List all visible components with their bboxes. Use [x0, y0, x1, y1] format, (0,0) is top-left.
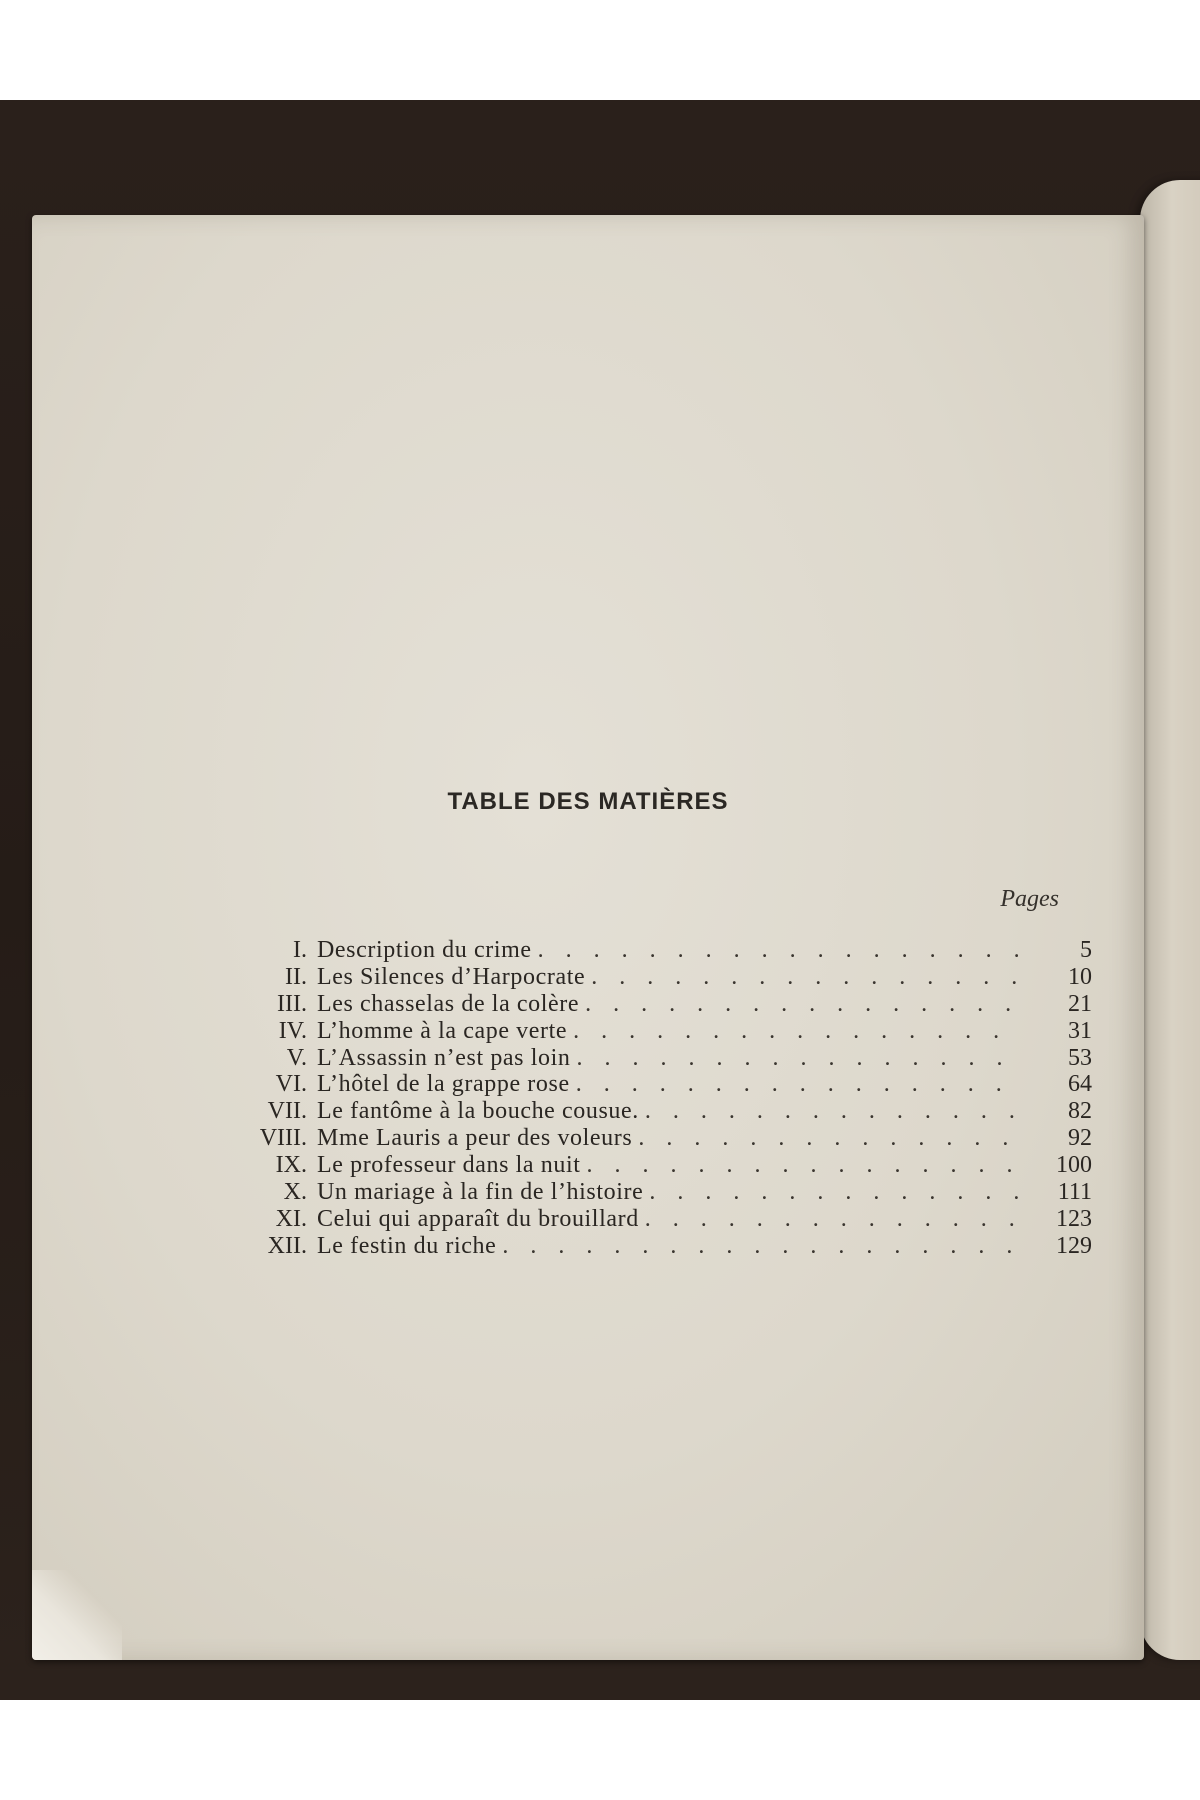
next-page-edge [1140, 180, 1200, 1660]
chapter-numeral: VII. [267, 1098, 307, 1125]
dot-leader [639, 1098, 1022, 1125]
chapter-page-number: 31 [1068, 1017, 1092, 1044]
dot-leader [532, 937, 1022, 964]
chapter-numeral: III. [277, 990, 307, 1017]
chapter-title: Le fantôme à la bouche cousue. [317, 1098, 639, 1125]
dot-leader [639, 1206, 1022, 1233]
chapter-numeral: VI. [275, 1071, 307, 1098]
toc-entry [207, 1179, 1092, 1206]
dot-leader [496, 1233, 1022, 1260]
dot-leader [585, 964, 1022, 991]
chapter-title: Description du crime [317, 937, 532, 963]
chapter-page-number: 100 [1056, 1152, 1092, 1179]
chapter-page-number: 64 [1068, 1071, 1092, 1098]
dot-leader [581, 1152, 1022, 1179]
pages-column-label: Pages [1000, 886, 1059, 912]
toc-entry [207, 1206, 1092, 1233]
toc-entry [207, 1018, 1092, 1045]
chapter-numeral: XI. [275, 1205, 307, 1232]
chapter-page-number: 21 [1068, 990, 1092, 1017]
chapter-title: L’hôtel de la grappe rose [317, 1071, 570, 1098]
chapter-page-number: 53 [1068, 1044, 1092, 1071]
chapter-page-number: 111 [1057, 1179, 1092, 1206]
chapter-numeral: IX. [275, 1152, 307, 1179]
book-page [32, 215, 1144, 1660]
chapter-numeral: II. [285, 963, 307, 990]
worn-corner [32, 1570, 122, 1660]
chapter-title: Mme Lauris a peur des voleurs [317, 1125, 633, 1152]
chapter-page-number: 5 [1080, 937, 1092, 963]
chapter-page-number: 123 [1056, 1205, 1092, 1232]
toc-entry [207, 991, 1092, 1018]
toc-entry [207, 1233, 1092, 1260]
chapter-title: Le professeur dans la nuit [317, 1152, 581, 1179]
chapter-numeral: I. [293, 937, 307, 963]
chapter-title: L’Assassin n’est pas loin [317, 1044, 571, 1071]
dot-leader [632, 1125, 1022, 1152]
chapter-page-number: 129 [1056, 1232, 1092, 1259]
chapter-title: Un mariage à la fin de l’histoire [317, 1179, 644, 1206]
chapter-page-number: 82 [1068, 1098, 1092, 1125]
toc-entry [207, 1071, 1092, 1098]
dot-leader [570, 1071, 1022, 1098]
chapter-numeral: VIII. [259, 1125, 307, 1152]
chapter-title: Les Silences d’Harpocrate [317, 963, 586, 990]
dot-leader [643, 1179, 1022, 1206]
toc-entry [207, 1125, 1092, 1152]
chapter-numeral: XII. [267, 1232, 307, 1259]
chapter-title: Le festin du riche [317, 1232, 497, 1259]
dot-leader [567, 1018, 1022, 1045]
chapter-title: Les chasselas de la colère [317, 990, 580, 1017]
dot-leader [579, 991, 1022, 1018]
toc-entry [207, 937, 1092, 964]
chapter-page-number: 10 [1068, 963, 1092, 990]
dot-leader [570, 1045, 1022, 1072]
page-title: TABLE DES MATIÈRES [447, 788, 729, 815]
chapter-numeral: X. [283, 1179, 307, 1206]
chapter-title: Celui qui apparaît du brouillard [317, 1205, 639, 1232]
chapter-numeral: IV. [278, 1017, 307, 1044]
toc-entry [207, 1098, 1092, 1125]
chapter-numeral: V. [286, 1044, 307, 1071]
toc-entry [207, 1045, 1092, 1072]
table-of-contents [207, 937, 1092, 1260]
chapter-page-number: 92 [1068, 1125, 1092, 1152]
toc-entry [207, 1152, 1092, 1179]
toc-entry [207, 964, 1092, 991]
chapter-title: L’homme à la cape verte [317, 1017, 568, 1044]
photo-background [0, 100, 1200, 1700]
